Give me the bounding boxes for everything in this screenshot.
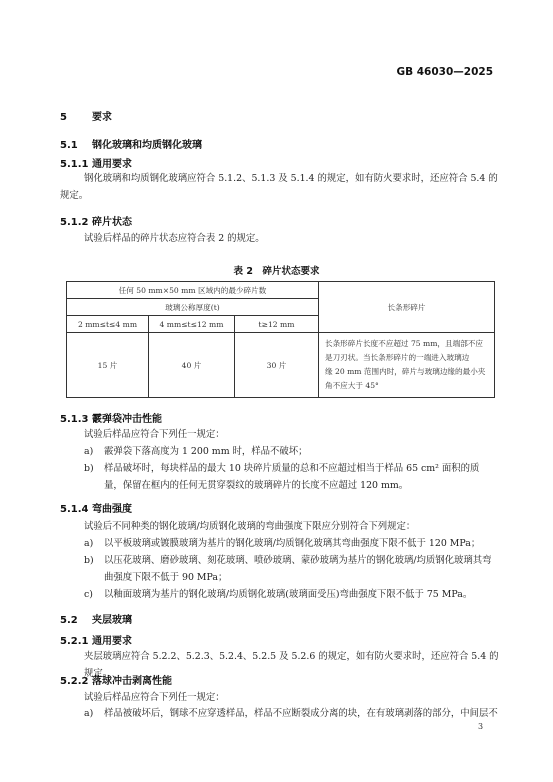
table-cell-line: 缘 20 mm 范围内时，碎片与玻璃边缘的最小夹 [325, 367, 486, 376]
section-heading-5-2-1 [60, 632, 132, 647]
section-heading-5-1-3 [60, 410, 162, 425]
section-number: 5.1.2 [60, 217, 89, 228]
list-item [84, 586, 504, 603]
fragment-state-table [66, 281, 495, 398]
section-number: 5.1 [60, 140, 78, 151]
section-heading-5-1 [60, 136, 202, 151]
section-title: 霰弹袋冲击性能 [92, 414, 162, 425]
section-title: 落球冲击剥离性能 [92, 676, 172, 687]
section-number: 5.1.4 [60, 504, 89, 515]
list-marker: a) [84, 708, 94, 719]
section-heading-5-2-2 [60, 672, 172, 687]
section-heading-5-2 [60, 611, 132, 626]
section-title: 要求 [92, 112, 112, 123]
section-title: 通用要求 [92, 159, 132, 170]
section-title: 夹层玻璃 [92, 615, 132, 626]
paragraph-line: 规定。 [60, 190, 89, 201]
list-item [84, 460, 504, 477]
section-heading-5-1-1 [60, 155, 132, 170]
section-number: 5.2.1 [60, 636, 89, 647]
table-header-thickness: 玻璃公称厚度(t) [67, 299, 319, 316]
section-heading-5 [60, 108, 112, 123]
section-title: 弯曲强度 [92, 504, 132, 515]
list-text: 样品被破坏后，钢球不应穿透样品，样品不应断裂成分离的块，在有玻璃剥落的部分，中间层不 [104, 708, 498, 719]
section-title: 通用要求 [92, 636, 132, 647]
list-marker: c) [84, 589, 93, 600]
paragraph-line: 试验后样品应符合下列任一规定： [84, 692, 225, 703]
section-heading-5-1-2 [60, 213, 132, 228]
section-title: 钢化玻璃和均质钢化玻璃 [92, 140, 202, 151]
list-item [84, 552, 504, 569]
list-text: 以釉面玻璃为基片的钢化玻璃/均质钢化玻璃(玻璃面受压)弯曲强度下限不低于 75 MPa。 [104, 589, 473, 600]
table-cell: 30 片 [235, 333, 319, 398]
list-marker: a) [84, 446, 94, 457]
list-item-continuation [84, 569, 504, 586]
paragraph-line: 试验后样品应符合下列任一规定： [84, 429, 225, 440]
paragraph-line: 夹层玻璃应符合 5.2.2、5.2.3、5.2.4、5.2.5 及 5.2.6 的规定，如有防火要求时，还应符合 5.4 的规定。 [84, 651, 499, 679]
table-cell-line: 角不应大于 45° [325, 381, 379, 390]
list-text: 霰弹袋下落高度为 1 200 mm 时，样品不破坏； [104, 446, 308, 457]
paragraph-line: 试验后样品的碎片状态应符合表 2 的规定。 [84, 233, 265, 244]
standard-number: GB 46030—2025 [396, 66, 493, 78]
table-cell-line: 长条形碎片长度不应超过 75 mm，且端部不应 [325, 339, 483, 348]
section-number: 5.2.2 [60, 676, 89, 687]
table-header-long-fragments: 长条形碎片 [319, 282, 495, 333]
list-marker: b) [84, 463, 94, 474]
table-col-header: 2 mm≤t≤4 mm [67, 316, 149, 333]
list-item [84, 535, 504, 552]
table-col-header: t≥12 mm [235, 316, 319, 333]
section-title: 碎片状态 [92, 217, 132, 228]
table-cell: 15 片 [67, 333, 149, 398]
section-number: 5.2 [60, 615, 78, 626]
section-number: 5 [60, 112, 67, 123]
table-cell: 40 片 [149, 333, 235, 398]
list-text: 样品破坏时，每块样品的最大 10 块碎片质量的总和不应超过相当于样品 65 cm² 面积的质 [104, 463, 480, 474]
section-number: 5.1.3 [60, 414, 89, 425]
section-number: 5.1.1 [60, 159, 89, 170]
list-marker: b) [84, 555, 94, 566]
list-item [84, 705, 504, 722]
table-cell-line: 是刀刃状。当长条形碎片的一端进入玻璃边 [325, 353, 470, 362]
table-col-header: 4 mm≤t≤12 mm [149, 316, 235, 333]
list-item-continuation [84, 477, 504, 494]
paragraph-line: 试验后不同种类的钢化玻璃/均质钢化玻璃的弯曲强度下限应分别符合下列规定： [84, 521, 416, 532]
table-cell-long-fragment-rule [319, 333, 495, 398]
table-header-min-fragments: 任何 50 mm×50 mm 区域内的最少碎片数 [67, 282, 319, 299]
list-text: 以平板玻璃或镀膜玻璃为基片的钢化玻璃/均质钢化玻璃其弯曲强度下限不低于 120 MPa； [104, 538, 481, 549]
list-marker: a) [84, 538, 94, 549]
list-item [84, 443, 504, 460]
list-text: 曲强度下限不低于 90 MPa； [104, 572, 228, 583]
table-caption: 表 2 碎片状态要求 [233, 266, 320, 277]
list-text: 以压花玻璃、磨砂玻璃、刻花玻璃、喷砂玻璃、蒙砂玻璃为基片的钢化玻璃/均质钢化玻璃其弯 [104, 555, 492, 566]
paragraph-line: 钢化玻璃和均质钢化玻璃应符合 5.1.2、5.1.3 及 5.1.4 的规定，如有防火要求时，还应符合 5.4 的 [84, 173, 498, 184]
list-text: 量，保留在框内的任何无贯穿裂纹的玻璃碎片的长度不应超过 120 mm。 [104, 480, 409, 491]
page-number: 3 [478, 722, 484, 731]
section-heading-5-1-4 [60, 500, 132, 515]
